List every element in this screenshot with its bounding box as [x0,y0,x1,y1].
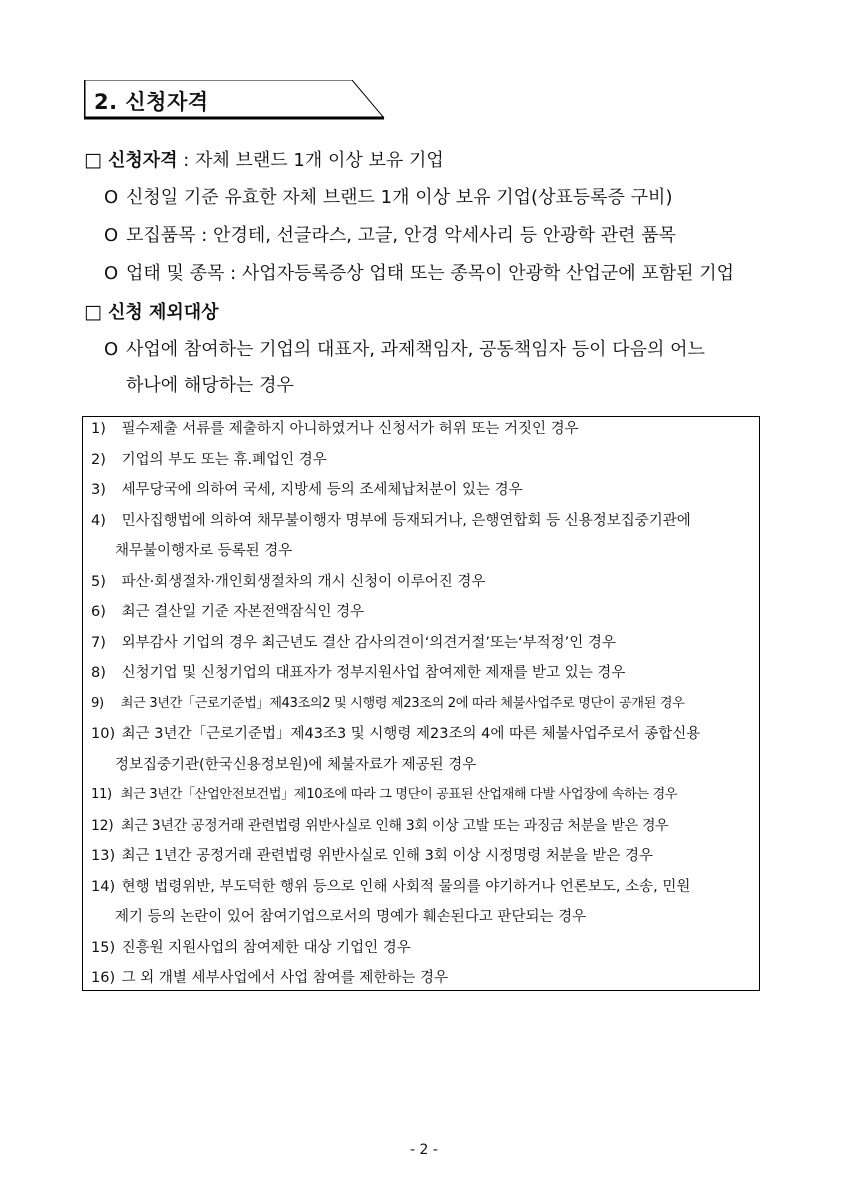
condition-item: 2) 기업의 부도 또는 휴.폐업인 경우 [91,452,327,468]
condition-item: 12) 최근 3년간 공정거래 관련법령 위반사실로 인해 3회 이상 고발 또는 과징금 처분을 받은 경우 [91,818,669,834]
condition-item: 11) 최근 3년간「산업안전보건법」제10조에 따라 그 명단이 공표된 산업재해 다발 사업장에 속하는 경우 [91,787,678,802]
condition-item: 7) 외부감사 기업의 경우 최근년도 결산 감사의견이‘의견거절’또는‘부적정’인 경우 [91,635,616,651]
circle-bullet-icon: O [104,263,119,284]
exclusion-bullet-text: 사업에 참여하는 기업의 대표자, 과제책임자, 공동책임자 등이 다음의 어느 [126,339,705,360]
eligibility-bullet [104,186,672,210]
condition-item: 3) 세무당국에 의하여 국세, 지방세 등의 조세체납처분이 있는 경우 [91,482,523,498]
eligibility-text: : 자체 브랜드 1개 이상 보유 기업 [177,150,444,171]
condition-item: 10) 최근 3년간「근로기준법」제43조3 및 시행령 제23조의 4에 따른 체불사업주로서 종합신용 [91,726,701,742]
eligibility-bullet-text: 신청일 기준 유효한 자체 브랜드 1개 이상 보유 기업(상표등록증 구비) [126,187,673,208]
circle-bullet-icon: O [104,339,119,360]
condition-item: 4) 민사집행법에 의하여 채무불이행자 명부에 등재되거나, 은행연합회 등 신용정보집중기관에 [91,513,691,529]
eligibility-bullet [104,224,676,248]
condition-item: 16) 그 외 개별 세부사업에서 사업 참여를 제한하는 경우 [91,970,449,986]
condition-item: 13) 최근 1년간 공정거래 관련법령 위반사실로 인해 3회 이상 시정명령 처분을 받은 경우 [91,848,653,864]
exclusion-heading: 신청 제외대상 [107,302,219,323]
circle-bullet-icon: O [104,225,119,246]
eligibility-bullet [104,262,734,286]
exclusion-bullet [104,338,705,362]
condition-item-continuation: 정보집중기관(한국신용정보원)에 체불자료가 제공된 경우 [115,757,477,773]
condition-item: 5) 파산·회생절차·개인회생절차의 개시 신청이 이루어진 경우 [91,574,486,590]
condition-item: 14) 현행 법령위반, 부도덕한 행위 등으로 인해 사회적 물의를 야기하거나 언론보도, 소송, 민원 [91,879,691,895]
checkbox-square-icon: □ [84,149,102,171]
eligibility-bullet-text: 모집품목 : 안경테, 선글라스, 고글, 안경 악세사리 등 안광학 관련 품목 [126,225,676,246]
eligibility-heading: 신청자격 [107,150,178,171]
eligibility-bullet-text: 업태 및 종목 : 사업자등록증상 업태 또는 종목이 안광학 산업군에 포함된 기업 [126,263,735,284]
condition-item-continuation: 제기 등의 논란이 있어 참여기업으로서의 명예가 훼손된다고 판단되는 경우 [115,909,587,925]
eligibility-heading-line [84,148,444,173]
checkbox-square-icon: □ [84,301,102,323]
exclusion-bullet-continuation: 하나에 해당하는 경우 [126,375,294,396]
exclusion-heading-line [84,300,219,325]
circle-bullet-icon: O [104,187,119,208]
condition-item: 9) 최근 3년간「근로기준법」제43조의2 및 시행령 제23조의 2에 따라 체불사업주로 명단이 공개된 경우 [91,696,685,711]
condition-item: 6) 최근 결산일 기준 자본전액잠식인 경우 [91,604,365,620]
condition-item: 15) 진흥원 지원사업의 참여제한 대상 기업인 경우 [91,940,411,956]
section-header [84,80,386,120]
condition-item-continuation: 채무불이행자로 등록된 경우 [115,543,293,559]
section-title: 2. 신청자격 [94,90,209,114]
condition-item: 8) 신청기업 및 신청기업의 대표자가 정부지원사업 참여제한 제재를 받고 있는 경우 [91,665,626,681]
exclusion-conditions-box [82,416,760,991]
page-number: - 2 - [410,1142,438,1158]
condition-item: 1) 필수제출 서류를 제출하지 아니하였거나 신청서가 허위 또는 거짓인 경우 [91,421,579,437]
